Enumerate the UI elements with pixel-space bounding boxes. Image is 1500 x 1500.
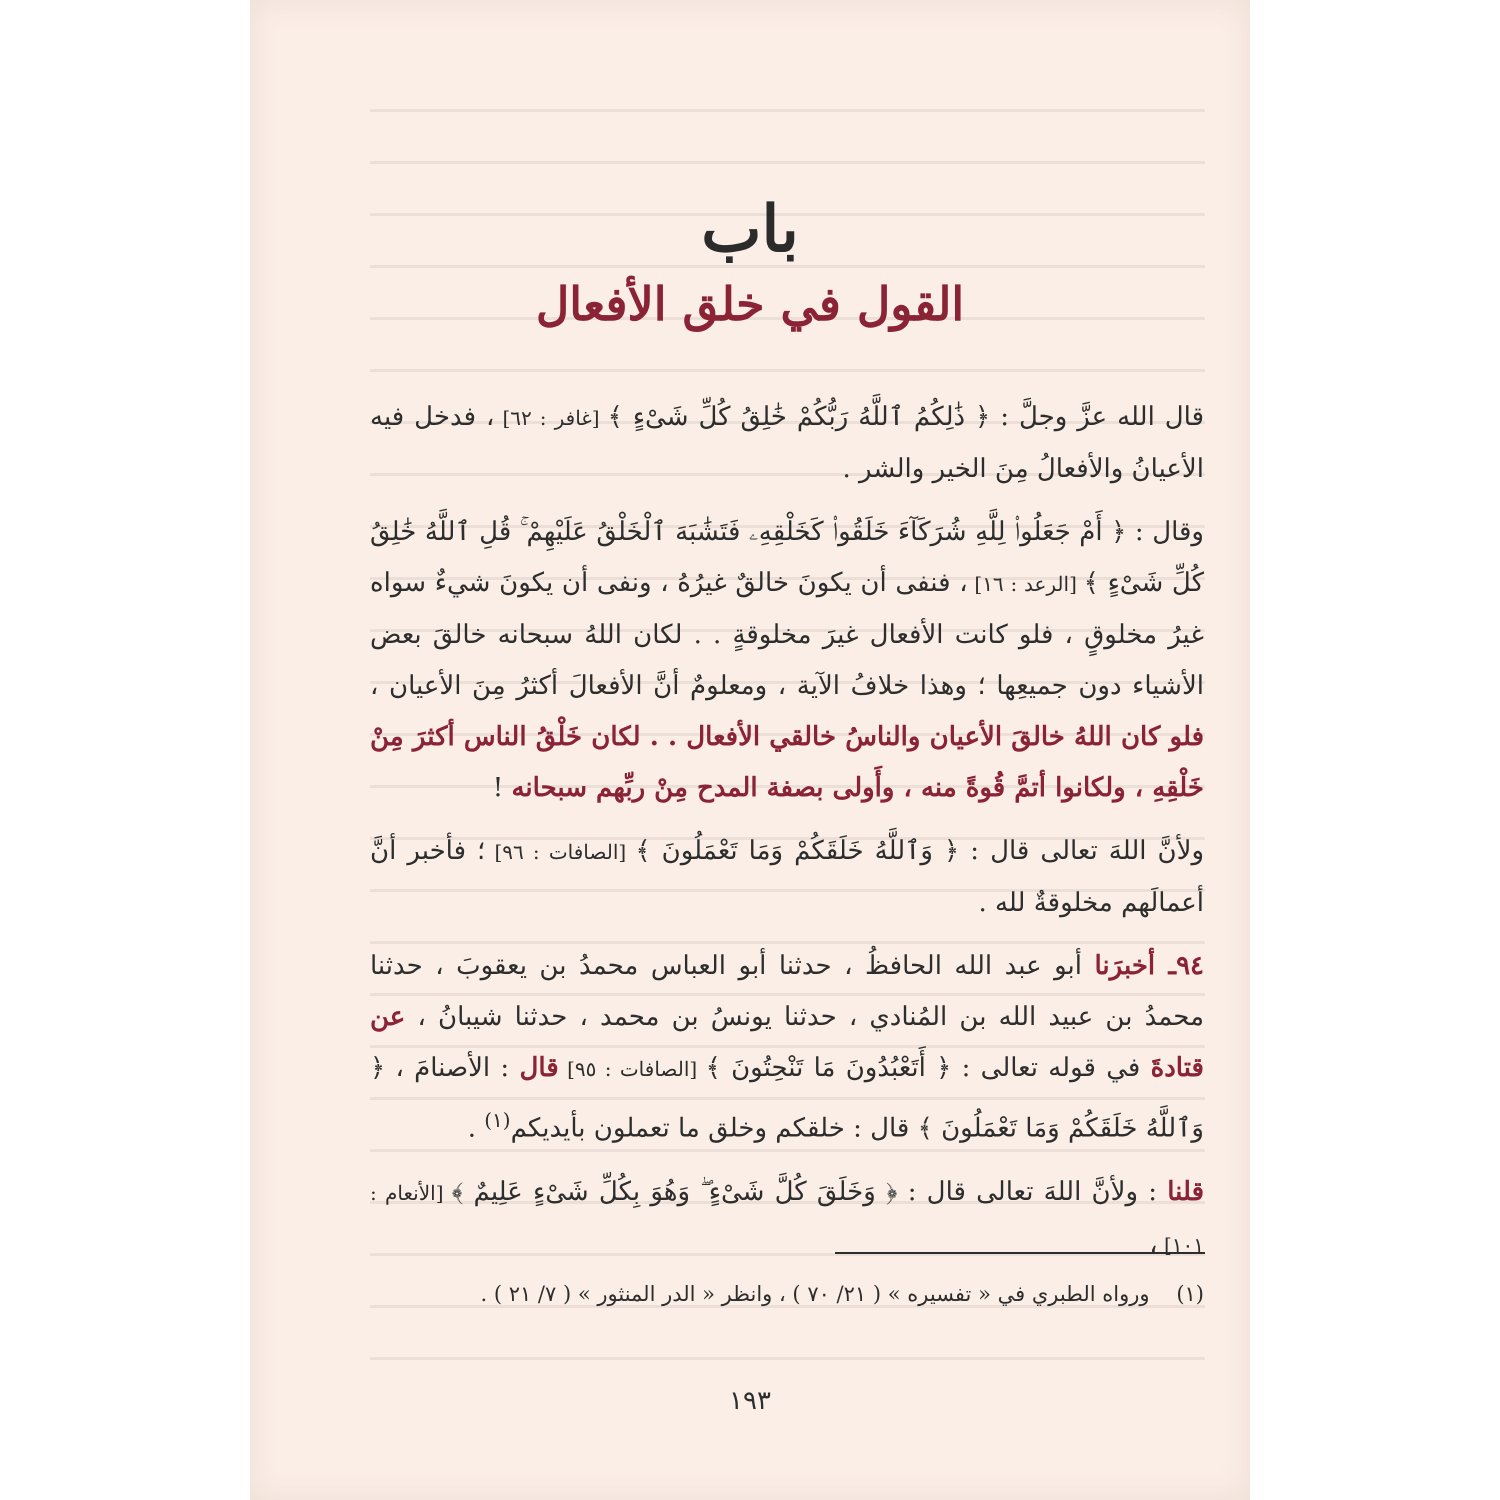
quran-verse: ﴿ أَمْ جَعَلُوا۟ لِلَّهِ شُرَكَآءَ خَلَقُوا۟ كَخَلْقِهِۦ فَتَشَٰبَهَ ٱلْخَلْقُ عَلَيْهِمْ ۚ قُلِ ٱللَّهُ خَٰلِقُ كُلِّ شَىْءٍ ﴾ bbox=[370, 517, 1204, 598]
footnote-divider bbox=[835, 1252, 1205, 1254]
paragraph-2 bbox=[370, 507, 1204, 814]
text-run: ! bbox=[492, 773, 512, 803]
footnote-marker[interactable]: (١) bbox=[484, 1108, 511, 1132]
footnote-number: (١) bbox=[1176, 1282, 1204, 1306]
highlighted-text: أخبرَنا bbox=[1094, 951, 1156, 981]
chapter-label: باب bbox=[701, 192, 799, 267]
quran-verse: ﴿ وَٱللَّهُ خَلَقَكُمْ وَمَا تَعْمَلُونَ ﴾ bbox=[370, 1053, 1204, 1144]
highlighted-text: عن قتادةَ bbox=[370, 1002, 1204, 1083]
page-number: ١٩٣ bbox=[729, 1386, 771, 1416]
paragraph-5 bbox=[370, 1167, 1204, 1271]
text-run: وقال : bbox=[1126, 517, 1204, 547]
text-run: أبو عبد الله الحافظُ ، حدثنا أبو العباس محمدُ بن يعقوبَ ، حدثنا محمدُ بن عبيد الله بن المُنادي ، حدثنا يونسُ بن محمد ، حدثنا شيبانُ ، bbox=[370, 951, 1204, 1032]
quran-verse: ﴿ وَٱللَّهُ خَلَقَكُمْ وَمَا تَعْمَلُونَ ﴾ bbox=[635, 836, 960, 866]
chapter-title: القول في خلق الأفعال bbox=[535, 277, 965, 331]
verse-reference: [الصافات : ٩٦] bbox=[485, 840, 636, 864]
text-run: قال الله عزَّ وجلَّ : bbox=[990, 402, 1204, 432]
paragraph-1 bbox=[370, 392, 1204, 495]
book-page bbox=[250, 0, 1250, 1500]
text-run: ولأنَّ اللهَ تعالى قال : bbox=[959, 836, 1204, 866]
hadith-number: ٩٤ـ bbox=[1155, 951, 1204, 981]
main-text bbox=[370, 392, 1204, 1283]
verse-reference: [غافر : ٦٢] bbox=[494, 406, 608, 430]
footnote-text: ورواه الطبري في « تفسيره » ( ٢١/ ٧٠ ) ، وانظر « الدر المنثور » ( ٧/ ٢١ ) . bbox=[480, 1282, 1150, 1306]
text-run: : الأصنامَ ، bbox=[385, 1053, 520, 1083]
text-run: في قوله تعالى : bbox=[951, 1053, 1151, 1083]
text-run: . bbox=[467, 1113, 485, 1144]
highlighted-text: فلو كان اللهُ خالقَ الأعيان والناسُ خالقي الأفعال . . لكان خَلْقُ الناس أكثرَ مِنْ خَلْقِهِ ، ولكانوا أتمَّ قُوةً منه ، وأَولى بصفة المدح مِنْ ربِّهم سبحانه bbox=[370, 722, 1204, 803]
text-run: ، فدخل فيه الأعيانُ والأفعالُ مِنَ الخير والشر . bbox=[370, 402, 1204, 484]
highlighted-text: قلنا bbox=[1167, 1176, 1204, 1207]
footnote bbox=[430, 1278, 1204, 1310]
text-run: ، فنفى أن يكونَ خالقٌ غيرُهُ ، ونفى أن يكونَ شيءٌ سواه غيرُ مخلوقٍ ، فلو كانت الأفعال غيرَ مخلوقةٍ . . لكان اللهُ سبحانه خالقَ بعض الأشياء دون جميعِها ؛ وهذا خلافُ الآية ، ومعلومٌ أنَّ الأفعالَ أكثرُ مِنَ الأعيان ، bbox=[370, 568, 1204, 701]
text-run: : ولأنَّ اللهَ تعالى قال : bbox=[897, 1176, 1168, 1207]
quran-verse: ﴿ أَتَعْبُدُونَ مَا تَنْحِتُونَ ﴾ bbox=[705, 1053, 952, 1083]
highlighted-text: قال bbox=[519, 1053, 559, 1083]
quran-verse: ﴿ وَخَلَقَ كُلَّ شَىْءٍ ۖ وَهُوَ بِكُلِّ شَىْءٍ عَلِيمٌ ﴾ bbox=[451, 1176, 898, 1207]
paragraph-3 bbox=[370, 826, 1204, 929]
verse-reference: [الرعد : ١٦] bbox=[967, 572, 1084, 596]
text-run: ، bbox=[1149, 1228, 1158, 1259]
text-run: قال : خلقكم وخلق ما تعملون بأيديكم bbox=[510, 1113, 918, 1144]
quran-verse: ﴿ ذَٰلِكُمُ ٱللَّهُ رَبُّكُمْ خَٰلِقُ كُلِّ شَىْءٍ ﴾ bbox=[607, 402, 991, 432]
text-run: ؛ فأخبر أنَّ أعمالَهم مخلوقةٌ لله . bbox=[370, 836, 1204, 918]
chapter-heading bbox=[250, 190, 1250, 334]
verse-reference: [الأنعام : ١٠١] bbox=[370, 1180, 1204, 1257]
paragraph-4 bbox=[370, 941, 1204, 1155]
verse-reference: [الصافات : ٩٥] bbox=[558, 1057, 706, 1081]
